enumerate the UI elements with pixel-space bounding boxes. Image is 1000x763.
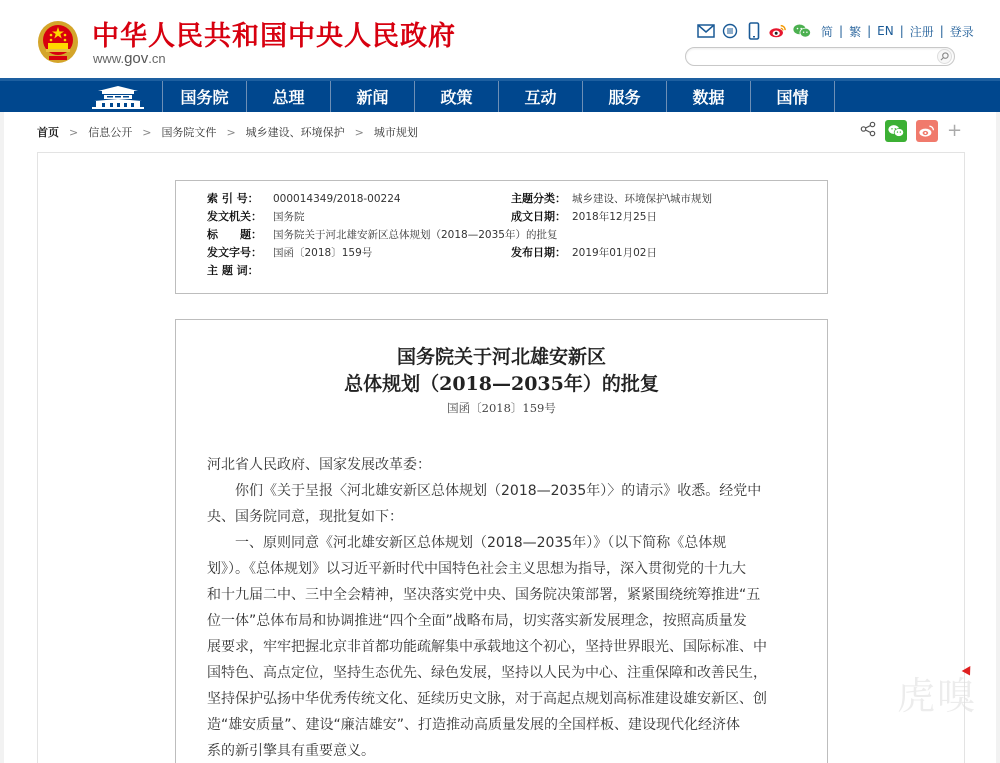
nav-item-services[interactable]: 服务 — [583, 81, 667, 112]
site-url-prefix: www. — [93, 51, 125, 66]
nav-home[interactable] — [0, 81, 163, 112]
search-box — [685, 47, 955, 66]
breadcrumb-separator: > — [142, 125, 152, 139]
nav-item-news[interactable]: 新闻 — [331, 81, 415, 112]
wechat-icon — [888, 124, 904, 138]
document-line: 划》）。《总体规划》以习近平新时代中国特色社会主义思想为指导，深入贯彻党的十九大 — [207, 561, 746, 577]
document-line: 央、国务院同意，现批复如下： — [207, 509, 403, 525]
login-link[interactable]: 登录 — [949, 24, 974, 39]
info-keywords-label: 主 题 词： — [207, 264, 259, 277]
language-account-links — [821, 23, 974, 40]
info-written-date-row — [500, 208, 657, 226]
nav-item-state-council[interactable]: 国务院 — [163, 81, 247, 112]
document-line: 国特色、高点定位，坚持生态优先、绿色发展，坚持以人民为中心、注重保障和改善民生， — [207, 665, 767, 681]
separator: | — [899, 24, 904, 38]
info-issuer-row — [207, 208, 305, 226]
watermark: 虎嗅 — [897, 674, 978, 718]
share-more-button[interactable]: + — [947, 120, 963, 141]
breadcrumb-info-disclosure[interactable]: 信息公开 — [88, 126, 133, 139]
breadcrumb — [37, 124, 418, 140]
mail-icon[interactable] — [697, 22, 715, 40]
info-publish-date-row — [500, 244, 657, 262]
register-link[interactable]: 注册 — [909, 24, 934, 39]
site-header — [0, 0, 1000, 78]
info-doc-number-label: 发文字号： — [207, 246, 262, 259]
document-title-line-1: 国务院关于河北雄安新区 — [396, 346, 606, 368]
share-wechat-button[interactable] — [885, 120, 907, 142]
info-keywords-row — [207, 262, 273, 280]
search-input[interactable] — [696, 49, 926, 64]
document-line: 展要求，牢牢把握北京非首都功能疏解集中承载地这个初心，坚持世界眼光、国际标准、中 — [207, 639, 767, 655]
info-issuer-value: 国务院 — [273, 211, 305, 223]
search-icon — [940, 52, 949, 61]
separator: | — [867, 24, 872, 38]
nav-item-policies[interactable]: 政策 — [415, 81, 499, 112]
info-index-row — [207, 190, 401, 208]
document-line: 坚持保护弘扬中华优秀传统文化、延续历史文脉，对于高起点规划高标准建设雄安新区、创 — [207, 691, 767, 707]
breadcrumb-urban-rural-environment[interactable]: 城乡建设、环境保护 — [245, 126, 345, 139]
info-category-row — [500, 190, 712, 208]
nav-item-national-conditions[interactable]: 国情 — [751, 81, 835, 112]
separator: | — [839, 24, 844, 38]
info-category-value: 城乡建设、环境保护\城市规划 — [572, 193, 713, 205]
weibo-icon[interactable] — [769, 22, 787, 40]
info-title-value: 国务院关于河北雄安新区总体规划（2018—2035年）的批复 — [273, 229, 558, 241]
search-button[interactable] — [937, 49, 952, 64]
breadcrumb-home[interactable]: 首页 — [37, 126, 59, 139]
document-line: 和十九届二中、三中全会精神，坚决落实党中央、国务院决策部署，紧紧围绕统筹推进“五 — [207, 587, 761, 603]
share-icon[interactable] — [860, 121, 876, 141]
tiananmen-icon — [90, 85, 146, 109]
weibo-icon — [919, 124, 935, 138]
nav-item-premier[interactable]: 总理 — [247, 81, 331, 112]
breadcrumb-urban-planning[interactable]: 城市规划 — [373, 126, 418, 139]
site-url — [93, 50, 166, 67]
info-doc-number-row — [207, 244, 372, 262]
document-line: 一、原则同意《河北雄安新区总体规划（2018—2035年）》（以下简称《总体规 — [235, 535, 727, 551]
info-title-label: 标 题： — [207, 228, 262, 241]
info-issuer-label: 发文机关： — [207, 210, 262, 223]
info-publish-date-label: 发布日期： — [511, 246, 566, 259]
separator: | — [939, 24, 944, 38]
document-number: 国函〔2018〕159号 — [447, 401, 556, 415]
info-written-date-label: 成文日期： — [511, 210, 566, 223]
info-written-date-value: 2018年12月25日 — [572, 211, 657, 223]
traditional-chinese-link[interactable]: 繁 — [849, 24, 862, 39]
simplified-chinese-link[interactable]: 简 — [821, 24, 834, 39]
document-line: 系的新引擎具有重要意义。 — [207, 743, 375, 759]
info-publish-date-value: 2019年01月02日 — [572, 247, 657, 259]
nav-item-interaction[interactable]: 互动 — [499, 81, 583, 112]
mobile-icon[interactable] — [745, 22, 763, 40]
document-line: 河北省人民政府、国家发展改革委： — [207, 457, 431, 473]
document-title-line-2: 总体规划（2018—2035年）的批复 — [344, 373, 659, 395]
document-line: 你们《关于呈报〈河北雄安新区总体规划（2018—2035年）〉的请示》收悉。经党中 — [235, 483, 762, 499]
national-emblem-icon[interactable] — [37, 20, 79, 64]
wechat-icon[interactable] — [793, 22, 811, 40]
info-category-label: 主题分类： — [511, 192, 566, 205]
english-link[interactable]: EN — [877, 24, 894, 38]
info-doc-number-value: 国函〔2018〕159号 — [273, 247, 373, 259]
info-index-value: 000014349/2018-00224 — [273, 193, 401, 205]
document-title — [0, 344, 1000, 398]
breadcrumb-separator: > — [354, 125, 364, 139]
document-text — [207, 452, 797, 763]
document-line: 位一体”总体布局和协调推进“四个全面”战略布局，切实落实新发展理念，按照高质量发 — [207, 613, 747, 629]
site-title[interactable]: 中华人民共和国中央人民政府 — [92, 21, 456, 52]
page-right-scrollbar-track[interactable] — [996, 112, 1000, 763]
breadcrumb-state-council-docs[interactable]: 国务院文件 — [161, 126, 217, 139]
site-url-domain: gov — [124, 50, 149, 67]
share-weibo-button[interactable] — [916, 120, 938, 142]
main-navigation — [0, 78, 1000, 112]
header-tools — [697, 21, 974, 41]
breadcrumb-separator: > — [226, 125, 236, 139]
breadcrumb-separator: > — [69, 125, 79, 139]
site-url-suffix: .cn — [148, 51, 166, 66]
nav-item-data[interactable]: 数据 — [667, 81, 751, 112]
info-title-row — [207, 226, 557, 244]
page-left-gutter — [0, 112, 4, 763]
share-bar — [860, 120, 962, 142]
message-icon[interactable] — [721, 22, 739, 40]
document-line: 造“雄安质量”、建设“廉洁雄安”、打造推动高质量发展的全国样板、建设现代化经济体 — [207, 717, 741, 733]
info-index-label: 索 引 号： — [207, 192, 259, 205]
